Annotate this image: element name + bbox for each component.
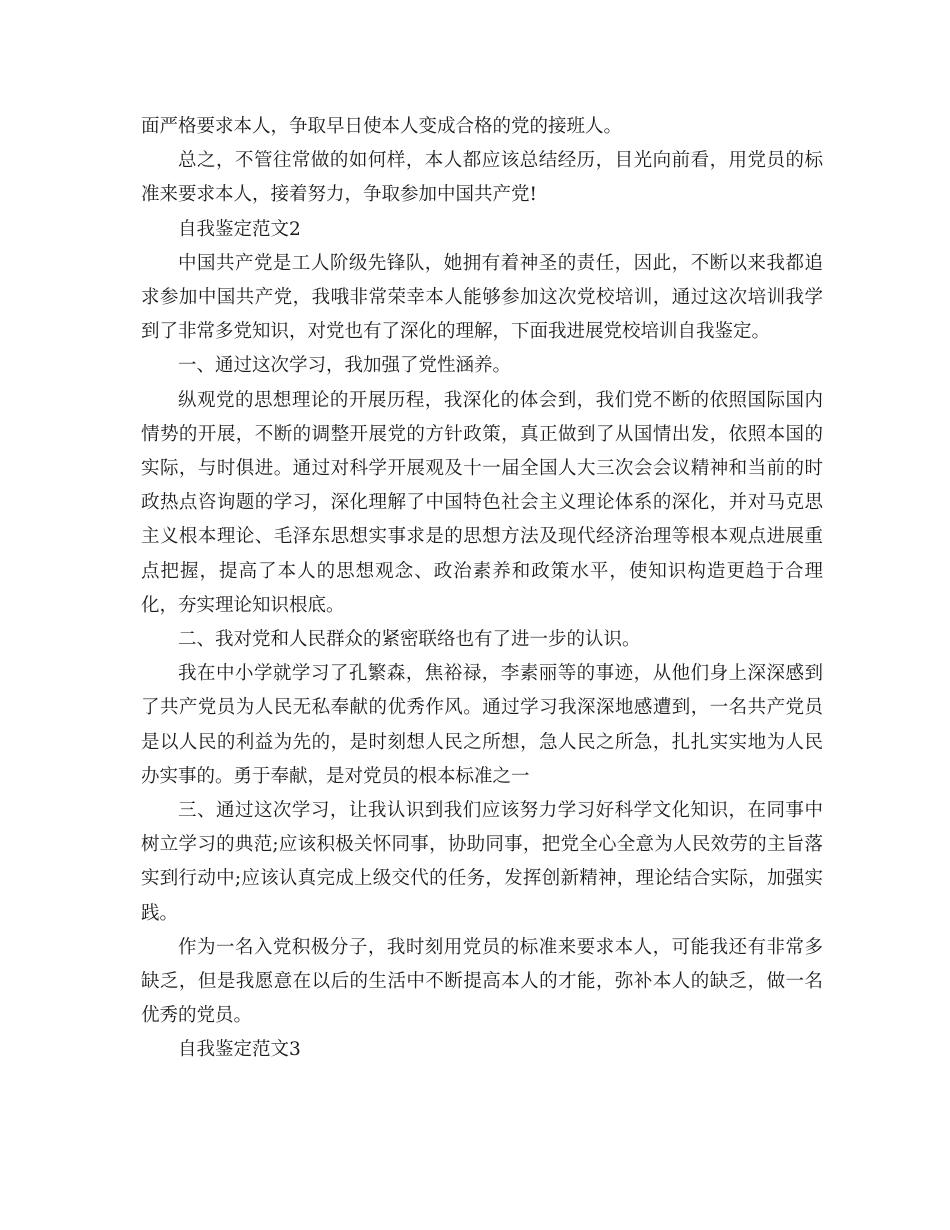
paragraph-point-1: 纵观党的思想理论的开展历程，我深化的体会到，我们党不断的依照国际国内情势的开展，不断的调整开展党的方针政策，真正做到了从国情出发，依照本国的实际，与时俱进。通过对科学开展观及十一届全国人大三次会会议精神和当前的时政热点咨询题的学习，深化理解了中国特色社会主义理论体系的深化，并对马克思主义根本理论、毛泽东思想实事求是的思想方法及现代经济治理等根本观点进展重点把握，提高了本人的思想观念、政治素养和政策水平，使知识构造更趋于合理化，夯实理论知识根底。 [141,389,823,616]
point-heading-2: 二、我对党和人民群众的紧密联络也有了进一步的认识。 [178,629,641,651]
paragraph-conclusion: 总之，不管往常做的如何样，本人都应该总结经历，目光向前看，用党员的标准来要求本人，接着努力，争取参加中国共产党! [141,150,823,206]
paragraph-closing: 作为一名入党积极分子，我时刻用党员的标准来要求本人，可能我还有非常多缺乏，但是我愿意在以后的生活中不断提高本人的才能，弥补本人的缺乏，做一名优秀的党员。 [141,936,823,1027]
point-heading-1: 一、通过这次学习，我加强了党性涵养。 [178,355,512,377]
document-page [141,110,823,1068]
paragraph-intro: 中国共产党是工人阶级先锋队，她拥有着神圣的责任，因此，不断以来我都追求参加中国共产党，我哦非常荣幸本人能够参加这次党校培训，通过这次培训我学到了非常多党知识，对党也有了深化的理解，下面我进展党校培训自我鉴定。 [141,252,823,343]
section-heading-sample-3: 自我鉴定范文3 [178,1039,301,1061]
paragraph-point-2: 我在中小学就学习了孔繁森，焦裕禄，李素丽等的事迹，从他们身上深深感到了共产党员为人民无私奉献的优秀作风。通过学习我深深地感遭到，一名共产党员是以人民的利益为先的，是时刻想人民之所想，急人民之所急，扎扎实实地为人民办实事的。勇于奉献，是对党员的根本标准之一 [141,663,823,787]
section-heading-sample-2: 自我鉴定范文2 [178,218,301,240]
paragraph-continuation: 面严格要求本人，争取早日使本人变成合格的党的接班人。 [141,116,623,137]
paragraph-point-3: 三、通过这次学习，让我认识到我们应该努力学习好科学文化知识，在同事中树立学习的典范;应该积极关怀同事，协助同事，把党全心全意为人民效劳的主旨落实到行动中;应该认真完成上级交代的任务，发挥创新精神，理论结合实际，加强实践。 [141,800,823,924]
